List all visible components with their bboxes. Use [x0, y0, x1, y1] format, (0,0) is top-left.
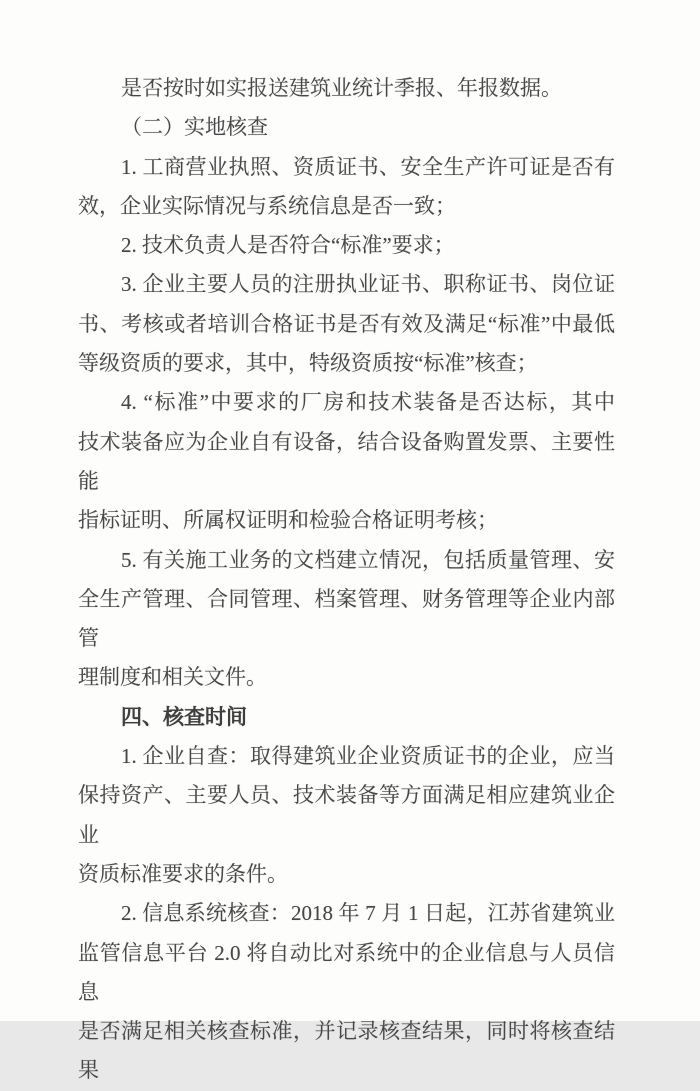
paragraph-continuation: [78, 69, 615, 108]
text-line: 资质标准要求的条件。: [78, 861, 288, 886]
paragraph-item-1: [78, 148, 615, 227]
paragraph-item-3: [78, 265, 615, 383]
text-line: 3. 企业主要人员的注册执业证书、职称证书、岗位证: [121, 272, 615, 297]
text-line: 书、考核或者培训合格证书是否有效及满足“标准”中最低: [78, 311, 615, 336]
text-line: 技术装备应为企业自有设备，结合设备购置发票、主要性能: [78, 429, 615, 493]
subheading-line: （二）实地核查: [121, 115, 268, 140]
text-line: 是否满足相关核查标准，并记录核查结果，同时将核查结果: [78, 1019, 615, 1083]
paragraph-time-item-1: [78, 737, 615, 894]
text-line: 2. 信息系统核查：2018 年 7 月 1 日起，江苏省建筑业: [121, 901, 615, 926]
paragraph-time-item-2: [78, 894, 615, 1090]
paragraph-subheading-site-check: [78, 108, 615, 147]
text-block: [78, 69, 615, 1091]
paragraph-item-5: [78, 541, 615, 698]
paragraph-item-2: [78, 226, 615, 265]
text-line: 4. “标准”中要求的厂房和技术装备是否达标，其中: [121, 390, 615, 415]
text-line: 指标证明、所属权证明和检验合格证明考核；: [78, 508, 498, 533]
text-line: 1. 工商营业执照、资质证书、安全生产许可证是否有: [121, 154, 615, 179]
text-line: 等级资质的要求，其中，特级资质按“标准”核查；: [78, 351, 538, 376]
section-heading-line: 四、核查时间: [121, 704, 247, 729]
paragraph-section-heading-time: [78, 698, 615, 737]
text-line: 1. 企业自查：取得建筑业企业资质证书的企业，应当: [121, 744, 615, 769]
text-line: 保持资产、主要人员、技术装备等方面满足相应建筑业企业: [78, 783, 615, 847]
text-line: 2. 技术负责人是否符合“标准”要求；: [121, 233, 455, 258]
text-line: 理制度和相关文件。: [78, 665, 267, 690]
text-line: 是否按时如实报送建筑业统计季报、年报数据。: [121, 76, 562, 100]
text-line: 监管信息平台 2.0 将自动比对系统中的企业信息与人员信息: [78, 940, 615, 1004]
text-line: 效，企业实际情况与系统信息是否一致；: [78, 193, 456, 218]
text-line: 5. 有关施工业务的文档建立情况，包括质量管理、安: [121, 547, 615, 572]
text-line: 全生产管理、合同管理、档案管理、财务管理等企业内部管: [78, 586, 615, 651]
paragraph-item-4: [78, 383, 615, 540]
